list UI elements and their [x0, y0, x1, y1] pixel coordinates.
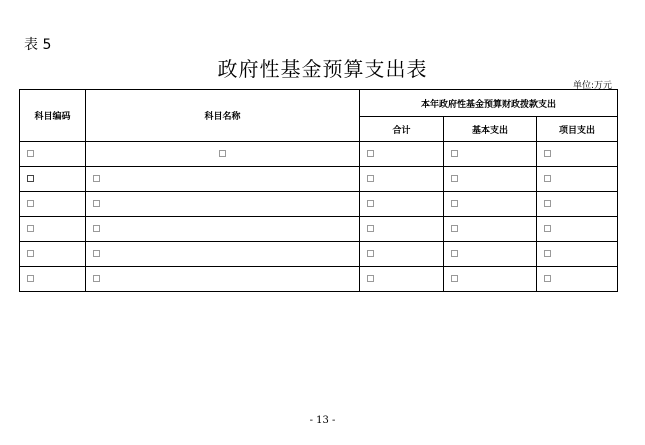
column-header-code: 科目编码: [20, 90, 86, 142]
cell-basic: [444, 267, 537, 292]
column-header-project: 项目支出: [537, 117, 618, 142]
empty-box-icon: [367, 150, 374, 157]
cell-total: [360, 267, 444, 292]
cell-basic: [444, 217, 537, 242]
cell-code: [20, 167, 86, 192]
empty-box-icon: [27, 250, 34, 257]
empty-box-icon: [544, 200, 551, 207]
unit-label: 单位:万元: [572, 81, 612, 91]
cell-project: [537, 142, 618, 167]
cell-total: [360, 192, 444, 217]
empty-box-icon: [27, 225, 34, 232]
empty-box-icon: [219, 150, 226, 157]
cell-project: [537, 167, 618, 192]
empty-box-icon: [367, 225, 374, 232]
cell-code: [20, 267, 86, 292]
cell-project: [537, 242, 618, 267]
cell-total: [360, 217, 444, 242]
cell-total: [360, 242, 444, 267]
empty-box-icon: [451, 175, 458, 182]
cell-basic: [444, 242, 537, 267]
column-header-total: 合计: [360, 117, 444, 142]
table-row: [20, 192, 618, 217]
empty-box-icon: [544, 225, 551, 232]
empty-box-icon: [27, 175, 34, 182]
cell-code: [20, 217, 86, 242]
table-row: [20, 242, 618, 267]
empty-box-icon: [544, 275, 551, 282]
table-row: [20, 167, 618, 192]
cell-name: [86, 167, 360, 192]
empty-box-icon: [27, 275, 34, 282]
table-row: [20, 267, 618, 292]
cell-name: [86, 142, 360, 167]
empty-box-icon: [367, 250, 374, 257]
empty-box-icon: [451, 275, 458, 282]
empty-box-icon: [367, 200, 374, 207]
cell-name: [86, 242, 360, 267]
page-number: - 13 -: [309, 415, 336, 426]
cell-basic: [444, 167, 537, 192]
cell-basic: [444, 142, 537, 167]
cell-total: [360, 142, 444, 167]
empty-box-icon: [544, 150, 551, 157]
empty-box-icon: [93, 250, 100, 257]
empty-box-icon: [93, 225, 100, 232]
column-header-basic: 基本支出: [444, 117, 537, 142]
cell-project: [537, 217, 618, 242]
budget-table: [19, 89, 618, 292]
column-header-name: 科目名称: [86, 90, 360, 142]
empty-box-icon: [367, 175, 374, 182]
cell-code: [20, 142, 86, 167]
cell-code: [20, 192, 86, 217]
empty-box-icon: [93, 200, 100, 207]
empty-box-icon: [27, 200, 34, 207]
table-row: [20, 217, 618, 242]
empty-box-icon: [93, 175, 100, 182]
empty-box-icon: [367, 275, 374, 282]
table-number-label: 表 5: [24, 37, 52, 53]
cell-name: [86, 192, 360, 217]
empty-box-icon: [544, 250, 551, 257]
cell-total: [360, 167, 444, 192]
empty-box-icon: [27, 150, 34, 157]
cell-name: [86, 217, 360, 242]
empty-box-icon: [451, 225, 458, 232]
cell-project: [537, 267, 618, 292]
empty-box-icon: [93, 275, 100, 282]
empty-box-icon: [544, 175, 551, 182]
document-title: 政府性基金预算支出表: [217, 57, 428, 81]
cell-basic: [444, 192, 537, 217]
cell-name: [86, 267, 360, 292]
table-row: [20, 142, 618, 167]
empty-box-icon: [451, 250, 458, 257]
cell-project: [537, 192, 618, 217]
column-header-group: 本年政府性基金预算财政拨款支出: [360, 90, 618, 117]
empty-box-icon: [451, 150, 458, 157]
cell-code: [20, 242, 86, 267]
table-header-row: [20, 90, 618, 117]
empty-box-icon: [451, 200, 458, 207]
